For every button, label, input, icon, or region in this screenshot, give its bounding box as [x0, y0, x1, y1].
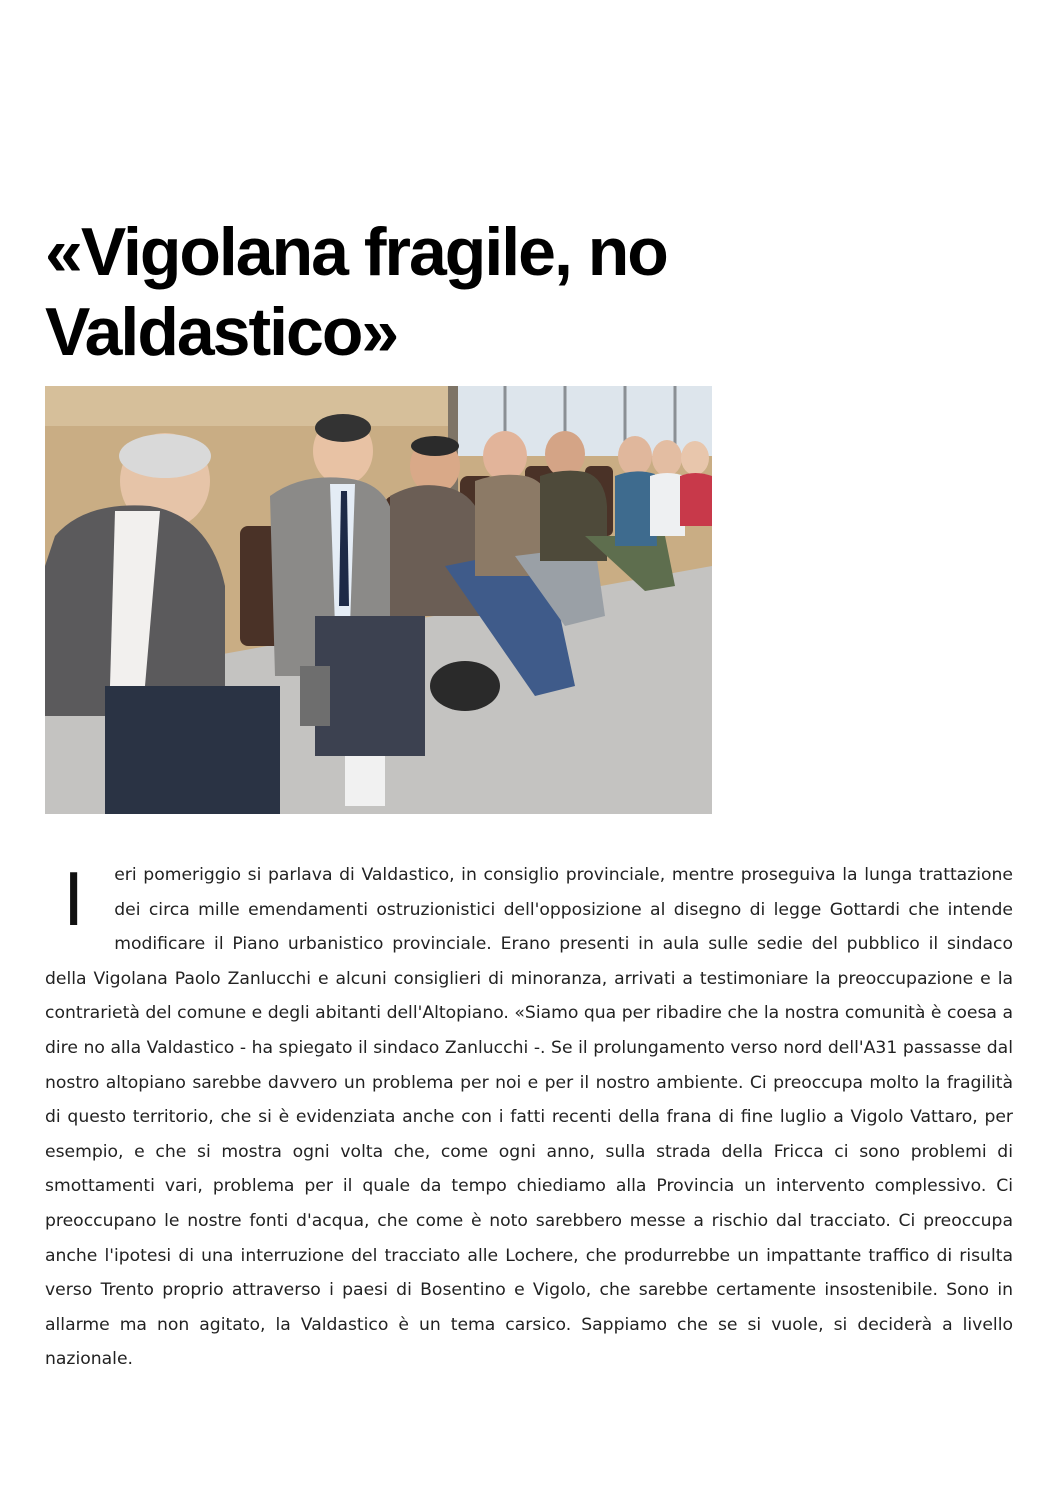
- article-photo: [45, 386, 712, 814]
- article-body: [45, 858, 1013, 1377]
- council-audience-photo: [45, 386, 712, 814]
- article-headline: «Vigolana fragile, no Valdastico»: [45, 214, 667, 370]
- article-dropcap: I: [63, 858, 85, 942]
- article-body-text: eri pomeriggio si parlava di Valdastico, in consiglio provinciale, mentre proseguiva la lunga trattazione dei circa mille emendamenti ostruzionistici dell'opposizione al disegno di legge Gottardi che intende modificare il Piano urbanistico provinciale. Erano presenti in aula sulle sedie del pubblico il sindaco della Vigolana Paolo Zanlucchi e alcuni consiglieri di minoranza, arrivati a testimoniare la preoccupazione e la contrarietà del comune e degli abitanti dell'Altopiano. «Siamo qua per ribadire che la nostra comunità è coesa a dire no alla Valdastico - ha spiegato il sindaco Zanlucchi -. Se il prolungamento verso nord dell'A31 passasse dal nostro altopiano sarebbe davvero un problema per noi e per il nostro ambiente. Ci preoccupa molto la fragilità di questo territorio, che si è evidenziata anche con i fatti recenti della frana di fine luglio a Vigolo Vattaro, per esempio, e che si mostra ogni volta che, come ogni anno, sulla strada della Fricca ci sono problemi di smottamenti vari, problema per il quale da tempo chiediamo alla Provincia un intervento complessivo. Ci preoccupano le nostre fonti d'acqua, che come è noto sarebbero messe a rischio dal tracciato. Ci preoccupa anche l'ipotesi di una interruzione del tracciato alle Lochere, che produrrebbe un impattante traffico di risulta verso Trento proprio attraverso i paesi di Bosentino e Vigolo, che sarebbe certamente insostenibile. Sono in allarme ma non agitato, la Valdastico è un tema carsico. Sappiamo che se si vuole, si deciderà a livello nazionale.: [45, 865, 1013, 1370]
